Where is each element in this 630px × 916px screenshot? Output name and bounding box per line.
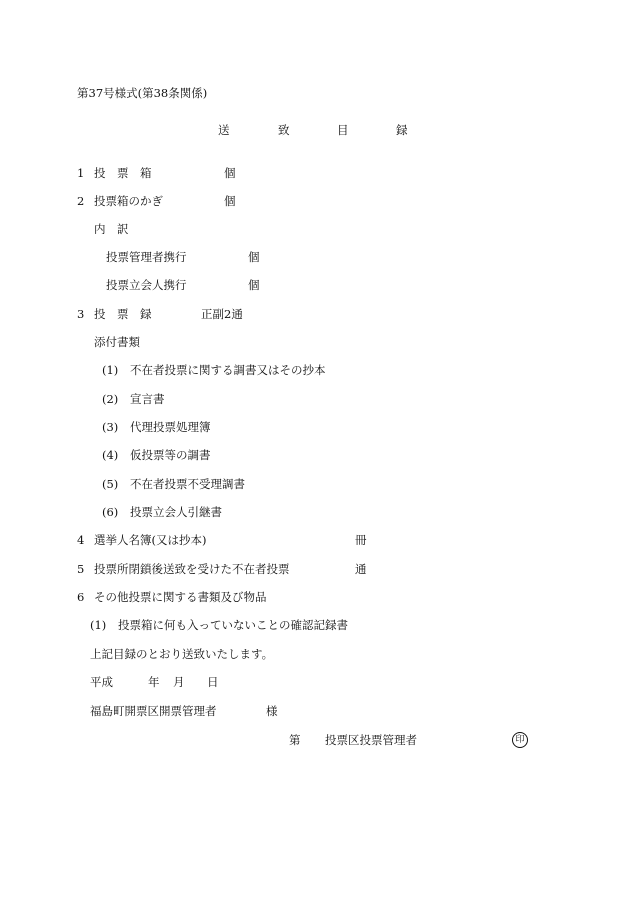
item-unit: 冊 bbox=[355, 533, 367, 547]
item-label: 投票所閉鎖後送致を受けた不在者投票 bbox=[94, 562, 290, 576]
attachment-label: 宣言書 bbox=[130, 392, 165, 406]
item-number: 4 bbox=[77, 533, 85, 547]
sender-label: 投票区投票管理者 bbox=[325, 733, 417, 747]
sub-item-unit: 個 bbox=[248, 278, 260, 292]
attachment-label: 不在者投票不受理調書 bbox=[130, 477, 245, 491]
item-number: 3 bbox=[77, 307, 85, 321]
item-value: 正副2通 bbox=[201, 307, 243, 321]
sub-item-label: 投票管理者携行 bbox=[106, 250, 187, 264]
title-char-4: 録 bbox=[396, 123, 408, 137]
sender-prefix: 第 bbox=[289, 733, 301, 747]
item-unit: 個 bbox=[224, 194, 236, 208]
addressee-label: 福島町開票区開票管理者 bbox=[90, 704, 217, 718]
attachment-number: (4) bbox=[102, 448, 119, 462]
item-label: 選挙人名簿(又は抄本) bbox=[94, 533, 207, 547]
attachment-label: 投票立会人引継書 bbox=[130, 505, 222, 519]
sub-item-number: (1) bbox=[90, 618, 107, 632]
item-number: 5 bbox=[77, 562, 85, 576]
breakdown-label: 内 訳 bbox=[94, 222, 129, 236]
date-year: 年 bbox=[148, 675, 160, 689]
seal-mark: 印 bbox=[512, 732, 528, 748]
attachment-number: (6) bbox=[102, 505, 119, 519]
attachment-number: (5) bbox=[102, 477, 119, 491]
attachment-label: 不在者投票に関する調書又はその抄本 bbox=[130, 363, 326, 377]
form-number: 第37号様式(第38条関係) bbox=[77, 86, 208, 100]
item-number: 6 bbox=[77, 590, 85, 604]
attachment-number: (2) bbox=[102, 392, 119, 406]
attachment-label: 代理投票処理簿 bbox=[130, 420, 211, 434]
date-day: 日 bbox=[207, 675, 219, 689]
item-label: その他投票に関する書類及び物品 bbox=[94, 590, 267, 604]
title-char-2: 致 bbox=[278, 123, 290, 137]
item-number: 2 bbox=[77, 194, 85, 208]
title-char-3: 目 bbox=[337, 123, 349, 137]
statement: 上記目録のとおり送致いたします。 bbox=[90, 647, 274, 661]
sub-item-unit: 個 bbox=[248, 250, 260, 264]
title-char-1: 送 bbox=[218, 123, 230, 137]
attachment-label: 仮投票等の調書 bbox=[130, 448, 211, 462]
item-label: 投 票 箱 bbox=[94, 166, 152, 180]
attachments-label: 添付書類 bbox=[94, 335, 140, 349]
item-unit: 通 bbox=[355, 562, 367, 576]
addressee-honorific: 様 bbox=[266, 704, 278, 718]
date-month: 月 bbox=[173, 675, 185, 689]
attachment-number: (3) bbox=[102, 420, 119, 434]
date-era: 平成 bbox=[90, 675, 113, 689]
sub-item-label: 投票立会人携行 bbox=[106, 278, 187, 292]
attachment-number: (1) bbox=[102, 363, 119, 377]
item-unit: 個 bbox=[224, 166, 236, 180]
sub-item-label: 投票箱に何も入っていないことの確認記録書 bbox=[118, 618, 348, 632]
item-number: 1 bbox=[77, 166, 85, 180]
item-label: 投票箱のかぎ bbox=[94, 194, 163, 208]
item-label: 投 票 録 bbox=[94, 307, 152, 321]
